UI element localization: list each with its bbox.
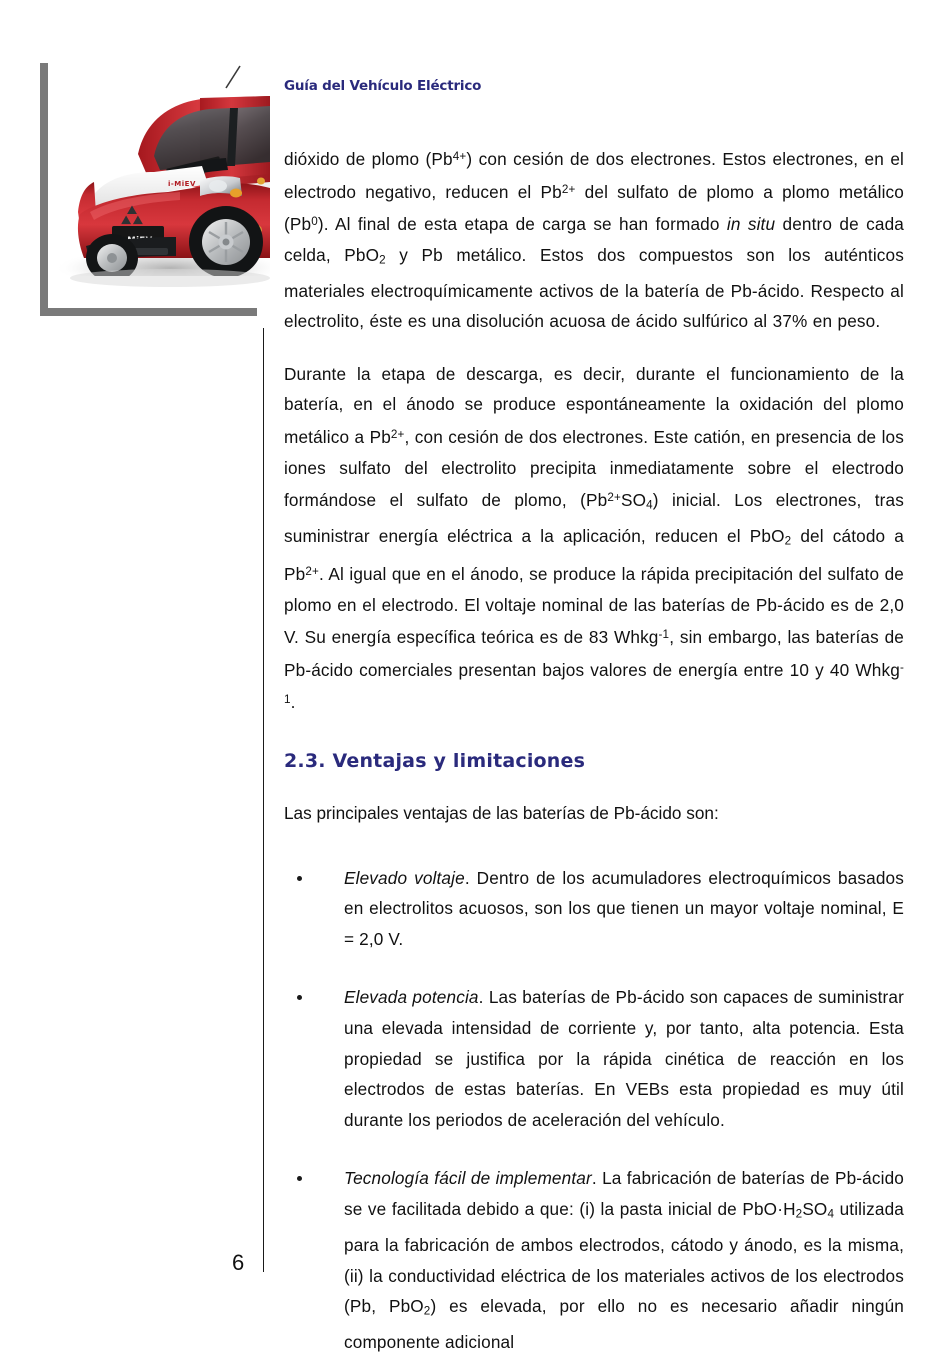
paragraph-2: Durante la etapa de descarga, es decir, durante el funcionamiento de la batería, en el ánodo se produce espontáneamente la oxidación del plomo metálico a $Pb^{2+}$, con cesión de dos electrones. Este catión, en presencia de los iones sulfato del electrolito precipita inmediatamente sobre el electrodo formándose el sulfato de plomo, $(Pb^{2+}SO_4)$ inicial. Los electrones, tras suministrar energía eléctrica a la aplicación, reducen el PbO$_2$ del cátodo a $Pb^{2+}$. Al igual que en el ánodo, se produce la rápida precipitación del sulfato de plomo en el electrodo. El voltaje nominal de las baterías de Pb-ácido es de 2,0 V. Su energía específica teórica es de 83 Whkg$^{-1}$, sin embargo, las baterías de Pb-ácido comerciales presentan bajos valores de energía entre 10 y 40 Whkg$^{-1}$.	[284, 363, 905, 713]
mitsubishi-i-miev-icon	[50, 62, 270, 306]
figure-electric-car	[40, 60, 272, 322]
page-number: 6	[232, 1250, 245, 1275]
advantage-term: Tecnología fácil de implementar	[344, 1168, 592, 1189]
svg-text:i-MiEV: i-MiEV	[168, 180, 196, 188]
advantage-term: Elevado voltaje	[344, 867, 465, 888]
list-item	[284, 863, 904, 955]
list-item	[284, 1163, 904, 1358]
bullet-dot-icon	[297, 876, 302, 881]
advantage-text: . Dentro de los acumuladores electroquímicos basados en electrolitos acuosos, son los que tienen un mayor voltaje nominal, E = 2,0 V.	[344, 867, 904, 949]
advantage-text: . Las baterías de Pb-ácido son capaces de suministrar una elevada intensidad de corriente y, por tanto, alta potencia. Esta propiedad se justifica por la rápida cinética de reacción en los electrodos de estas baterías. En VEBs esta propiedad es muy útil durante los periodos de aceleración del vehículo.	[344, 987, 904, 1130]
advantage-text: . La fabricación de baterías de Pb-ácido se ve facilitada debido a que: (i) la pasta inicial de $PbO\cdot H_2SO_4$ utilizada para la fabricación de ambos electrodos, cátodo y ánodo, es la misma, (ii) la conductividad eléctrica de los materiales activos de los electrodos (Pb, PbO$_2$) es elevada, por ello no es necesario añadir ningún componente adicional	[344, 1168, 904, 1353]
bullet-dot-icon	[297, 995, 302, 1000]
figure-frame	[48, 60, 272, 308]
advantages-list	[284, 863, 904, 1358]
section-heading-2-3: 2.3. Ventajas y limitaciones	[284, 749, 586, 772]
running-header: Guía del Vehículo Eléctrico	[284, 78, 482, 94]
main-text-column	[284, 142, 904, 1358]
bullet-dot-icon	[297, 1176, 302, 1181]
advantage-term: Elevada potencia	[344, 987, 479, 1008]
column-divider-rule	[263, 328, 264, 1272]
advantages-lead-in: Las principales ventajas de las baterías de Pb-ácido son:	[284, 802, 719, 823]
paragraph-1: dióxido de plomo $(Pb^{4+})$ con cesión de dos electrones. Estos electrones, en el electrodo negativo, reducen el $Pb^{2+}$ del sulfato de plomo a plomo metálico (Pb$^0$). Al final de esta etapa de carga se han formado in situ dentro de cada celda, PbO$_2$ y Pb metálico. Estos dos compuestos son los auténticos materiales electroquímicamente activos de la batería de Pb-ácido. Respecto al electrolito, éste es una disolución acuosa de ácido sulfúrico al 37% en peso.	[284, 148, 905, 332]
car-photo	[50, 62, 270, 306]
list-item	[284, 982, 904, 1135]
